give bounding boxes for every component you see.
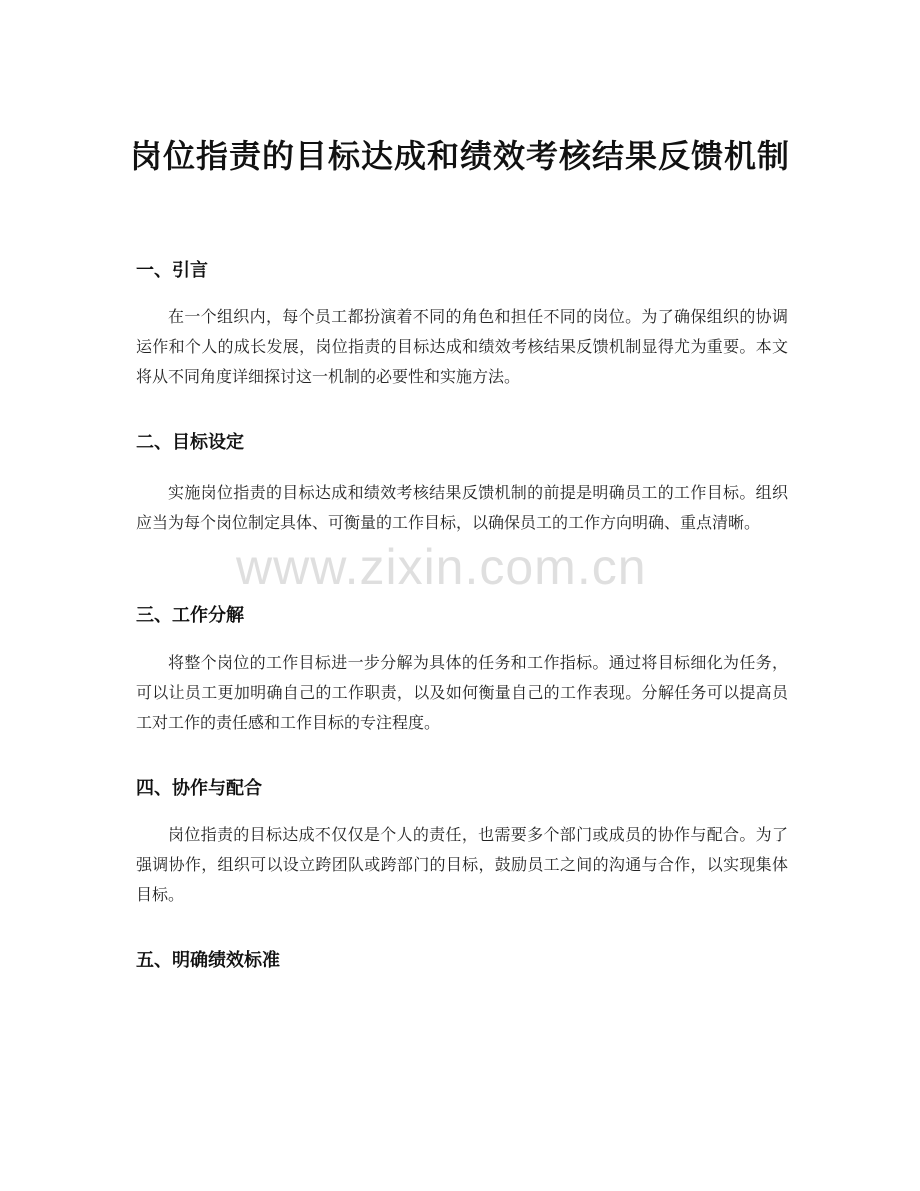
section-paragraph-work-breakdown: 将整个岗位的工作目标进一步分解为具体的任务和工作指标。通过将目标细化为任务，可以让员工更加明确自己的工作职责，以及如何衡量自己的工作表现。分解任务可以提高员工对工作的责任感和工作目标的专注程度。 (136, 653, 788, 732)
section-heading-collaboration: 四、协作与配合 (136, 778, 262, 799)
section-heading-work-breakdown: 三、工作分解 (136, 605, 244, 626)
page-title: 岗位指责的目标达成和绩效考核结果反馈机制 (130, 137, 791, 176)
watermark: www.zixin.com.cn (236, 539, 647, 595)
section-paragraph-collaboration: 岗位指责的目标达成不仅仅是个人的责任，也需要多个部门或成员的协作与配合。为了强调协作，组织可以设立跨团队或跨部门的目标，鼓励员工之间的沟通与合作，以实现集体目标。 (136, 825, 788, 904)
section-paragraph-introduction: 在一个组织内，每个员工都扮演着不同的角色和担任不同的岗位。为了确保组织的协调运作和个人的成长发展，岗位指责的目标达成和绩效考核结果反馈机制显得尤为重要。本文将从不同角度详细探讨这一机制的必要性和实施方法。 (136, 307, 788, 386)
section-paragraph-goal-setting: 实施岗位指责的目标达成和绩效考核结果反馈机制的前提是明确员工的工作目标。组织应当为每个岗位制定具体、可衡量的工作目标，以确保员工的工作方向明确、重点清晰。 (136, 483, 788, 532)
section-heading-introduction: 一、引言 (136, 260, 208, 281)
section-heading-goal-setting: 二、目标设定 (136, 432, 244, 453)
section-heading-performance-standards: 五、明确绩效标准 (136, 950, 280, 971)
